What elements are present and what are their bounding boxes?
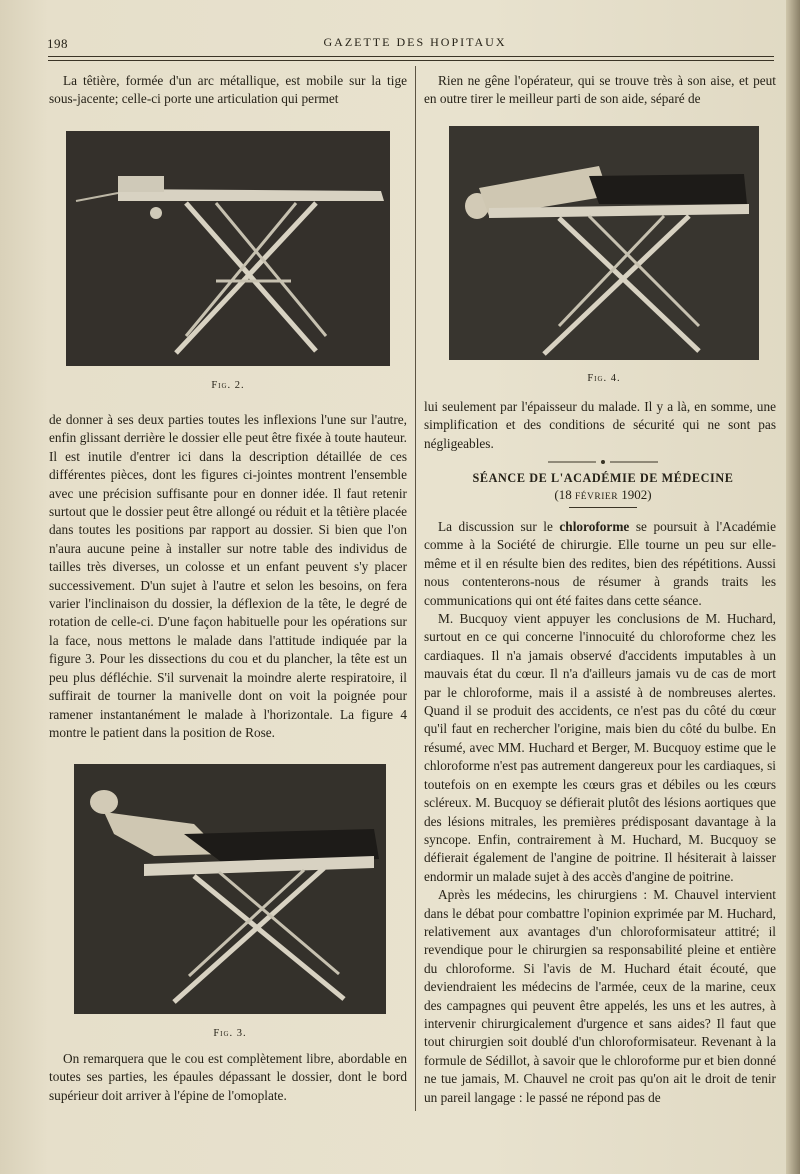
figure-2-caption: Fig. 2.: [211, 380, 245, 391]
date-close: 1902): [618, 487, 652, 502]
operating-table-illustration: [66, 131, 390, 366]
patient-seated-illustration: [74, 764, 386, 1014]
paragraph-3: Après les médecins, les chirurgiens : M. Chauvel intervient dans le débat pour combattre l'opinion exprimée par M. Huchard, relativement aux avantages d'un chloroformisateur attitré; il revendique pour le chirurgien sa responsabilité pleine et entière du chloroforme. Si l'avis de M. Huchard était écouté, que deviendraient les médecins de l'armée, ceux de la marine, ceux des campagnes qui peuvent être appelés, les uns et les autres, à intervenir chirurgicalement d'urgence et sans aides? Il faut que tout chirurgien soit doublé d'un chloroformisateur. Revenant à la formule de Sédillot, à savoir que le chloroforme pur et bien donné ne tue jamais, M. Chauvel ne croit pas qu'on ait le droit de tenir un pareil langage : le passé ne répond pas de: [424, 887, 776, 1105]
figure-2-photo: [66, 131, 390, 366]
figure-4-caption: Fig. 4.: [587, 373, 621, 384]
paragraph: On remarquera que le cou est complètement libre, abordable en toutes ses parties, les épaules dépassant le dossier, dont le bord supérieur doit arriver à l'épine de l'omoplate.: [49, 1051, 407, 1103]
section-ornament: [548, 460, 658, 464]
date-open: (18: [554, 487, 575, 502]
paragraph-1: [424, 518, 776, 610]
journal-title: GAZETTE DES HOPITAUX: [323, 35, 507, 49]
date-month: FÉVRIER: [574, 492, 619, 502]
paragraph: Rien ne gêne l'opérateur, qui se trouve très à son aise, et peut en outre tirer le meilleur parti de son aide, séparé de: [424, 73, 776, 107]
header-rule: [48, 56, 774, 57]
patient-rose-position-illustration: [449, 126, 759, 360]
column-divider: [415, 66, 416, 1111]
right-para-after-fig4: [424, 398, 776, 453]
figure-4-photo: [449, 126, 759, 360]
left-para-top: [49, 72, 407, 109]
section-title: SÉANCE DE L'ACADÉMIE DE MÉDECINE: [472, 471, 734, 485]
left-para-bottom: [49, 1050, 407, 1105]
header-rule-2: [48, 60, 774, 61]
figure-3-photo: [74, 764, 386, 1014]
figure-3-caption: Fig. 3.: [213, 1028, 247, 1039]
page-edge-shadow: [786, 0, 800, 1174]
left-para-middle: [49, 411, 407, 742]
paragraph: La têtière, formée d'un arc métallique, est mobile sur la tige sous-jacente; celle-ci porte une articulation qui permet: [49, 73, 407, 107]
p1-keyword: chloroforme: [559, 519, 630, 534]
section-date: [432, 487, 774, 503]
paragraph-2: M. Bucquoy vient appuyer les conclusions de M. Huchard, surtout en ce qui concerne l'innocuité du chloroforme chez les cardiaques. Il n'a jamais observé d'accidents imputables à un mauvais état du cœur. Il n'a d'ailleurs jamais vu de cas de mort par le chloroforme, mais il a assisté à de nombreuses alertes. Quand il se produit des accidents, ce n'est pas du côté du cœur qu'il faut en rechercher l'origine, mais bien du côté du bulbe. En résumé, avec MM. Huchard et Berger, M. Bucquoy estime que le chloroforme n'est pas autrement dangereux pour les cardiaques, si toutefois on en exempte les cœurs gras et débiles ou les cœurs scléreux. M. Bucquoy se défierait plutôt des lésions aortiques que des lésions mitrales, les premières prédisposant davantage à la syncope. Enfin, contrairement à M. Huchard, M. Bucquoy se défierait également de l'angine de poitrine. Il hésiterait à laisser endormir un malade sujet à des accès d'angine de poitrine.: [424, 611, 776, 884]
page-number: 198: [47, 36, 68, 51]
right-para-top: [424, 72, 776, 109]
p1-lead: La discussion sur le: [438, 519, 560, 534]
p1-rest: se poursuit à l'Académie comme à la Société de chirurgie. Elle tourne un peu sur elle-même et il en résulte bien des redites, bien des répétitions. Aussi nous contenterons-nous de résumer à grands traits les communications qui ont été faites dans cette séance.: [424, 519, 776, 608]
right-article-body: [424, 518, 776, 1107]
paragraph: lui seulement par l'épaisseur du malade. Il y a là, en somme, une simplification et des conditions de sécurité qui ne sont pas négligeables.: [424, 399, 776, 451]
paragraph: de donner à ses deux parties toutes les inflexions l'une sur l'autre, enfin glissant derrière le dossier elle peut être fixée à toute hauteur. Il est inutile d'entrer ici dans la description détaillée de ces différentes pièces, dont les figures ci-jointes montrent l'ensemble avec une précision suffisante pour en donner idée. Il faut retenir surtout que le dossier peut être allongé ou réduit et la têtière placée dans toutes les positions par rapport au dossier. Si bien que l'on n'aura aucune peine à installer sur notre table des individus de tailles très diverses, un colosse et un enfant peuvent s'y placer successivement. D'un sujet à l'autre et selon les besoins, on fera varier l'inclinaison du dossier, la déflexion de la tête, le degré de rotation de celle-ci. D'une façon habituelle pour les opérations sur la face, nous mettons le malade dans l'attitude indiquée par la figure 3. Pour les dissections du cou et du plancher, la tête est un peu plus défléchie. S'il survenait la moindre alerte respiratoire, il suffirait de tourner la manivelle dont on voit la poignée pour ramener instantanément le malade à l'horizontale. La figure 4 montre le patient dans la position de Rose.: [49, 412, 407, 740]
section-rule: [569, 507, 637, 508]
